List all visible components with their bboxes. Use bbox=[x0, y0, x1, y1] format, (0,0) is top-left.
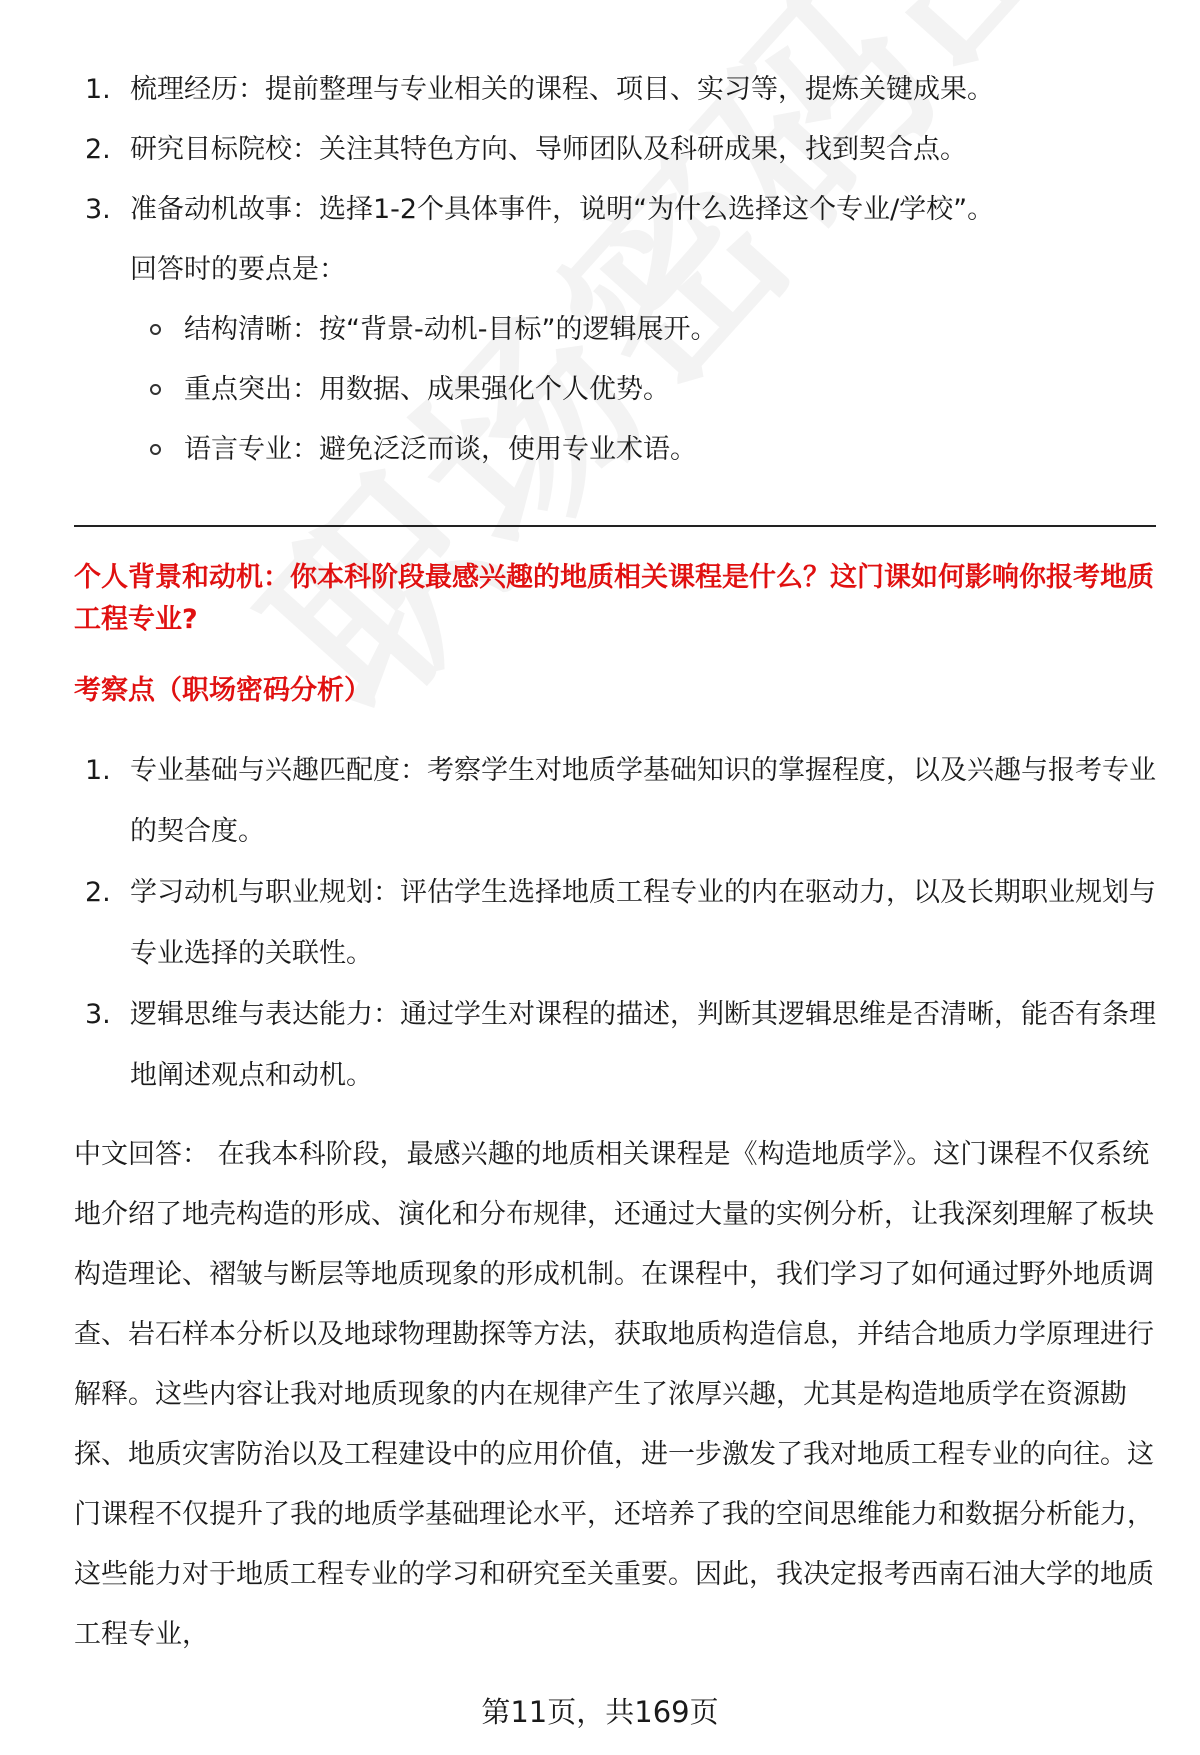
list-item bbox=[85, 984, 1165, 1106]
section-divider bbox=[74, 525, 1156, 527]
intro-steps-list bbox=[85, 60, 1165, 240]
bullet-item bbox=[150, 360, 717, 420]
list-number: 3. bbox=[85, 999, 111, 1030]
hollow-bullet-icon bbox=[150, 324, 161, 335]
list-item bbox=[85, 740, 1165, 862]
list-item bbox=[85, 60, 1165, 120]
bullet-item bbox=[150, 300, 717, 360]
list-number: 1. bbox=[85, 755, 111, 786]
list-item bbox=[85, 180, 1165, 240]
hollow-bullet-icon bbox=[150, 384, 161, 395]
question-heading: 个人背景和动机：你本科阶段最感兴趣的地质相关课程是什么？这门课如何影响你报考地质工程专业? bbox=[74, 562, 1154, 635]
hollow-bullet-icon bbox=[150, 444, 161, 455]
list-number: 2. bbox=[85, 134, 111, 165]
bullet-text: 语言专业：避免泛泛而谈，使用专业术语。 bbox=[184, 434, 697, 465]
bullet-text: 重点突出：用数据、成果强化个人优势。 bbox=[184, 374, 670, 405]
list-number: 2. bbox=[85, 877, 111, 908]
answer-points-label: 回答时的要点是： bbox=[130, 254, 346, 285]
list-text: 研究目标院校：关注其特色方向、导师团队及科研成果，找到契合点。 bbox=[130, 134, 967, 165]
list-text: 梳理经历：提前整理与专业相关的课程、项目、实习等，提炼关键成果。 bbox=[130, 74, 994, 105]
list-item bbox=[85, 862, 1165, 984]
page-footer: 第11页，共169页 bbox=[481, 1695, 719, 1729]
list-text: 准备动机故事：选择1-2个具体事件，说明“为什么选择这个专业/学校”。 bbox=[130, 194, 995, 225]
bullet-text: 结构清晰：按“背景-动机-目标”的逻辑展开。 bbox=[184, 314, 718, 345]
list-text: 学习动机与职业规划：评估学生选择地质工程专业的内在驱动力，以及长期职业规划与专业选择的关联性。 bbox=[130, 877, 1156, 969]
focus-heading: 考察点（职场密码分析） bbox=[74, 675, 371, 706]
list-text: 专业基础与兴趣匹配度：考察学生对地质学基础知识的掌握程度，以及兴趣与报考专业的契合度。 bbox=[130, 755, 1156, 847]
bullet-item bbox=[150, 420, 717, 480]
list-item bbox=[85, 120, 1165, 180]
focus-points-list bbox=[85, 740, 1165, 1106]
list-text: 逻辑思维与表达能力：通过学生对课程的描述，判断其逻辑思维是否清晰，能否有条理地阐述观点和动机。 bbox=[130, 999, 1156, 1091]
answer-paragraph: 中文回答： 在我本科阶段，最感兴趣的地质相关课程是《构造地质学》。这门课程不仅系统地介绍了地壳构造的形成、演化和分布规律，还通过大量的实例分析，让我深刻理解了板块构造理论、褶皱与断层等地质现象的形成机制。在课程中，我们学习了如何通过野外地质调查、岩石样本分析以及地球物理勘探等方法，获取地质构造信息，并结合地质力学原理进行解释。这些内容让我对地质现象的内在规律产生了浓厚兴趣，尤其是构造地质学在资源勘探、地质灾害防治以及工程建设中的应用价值，进一步激发了我对地质工程专业的向往。这门课程不仅提升了我的地质学基础理论水平，还培养了我的空间思维能力和数据分析能力，这些能力对于地质工程专业的学习和研究至关重要。因此，我决定报考西南石油大学的地质工程专业， bbox=[74, 1139, 1154, 1650]
list-number: 3. bbox=[85, 194, 111, 225]
list-number: 1. bbox=[85, 74, 111, 105]
answer-points-list bbox=[150, 300, 717, 480]
